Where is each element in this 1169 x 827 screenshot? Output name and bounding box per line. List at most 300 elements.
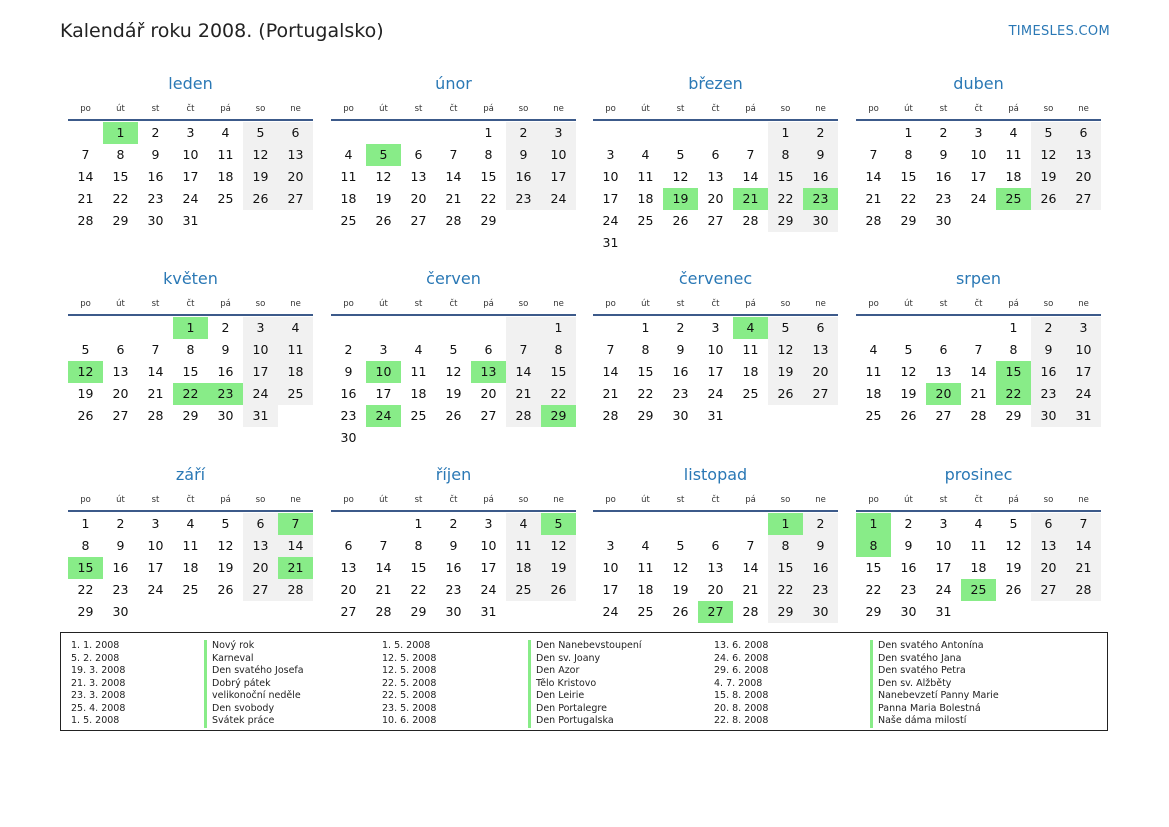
weekday-label: pá (745, 299, 756, 309)
header-rule (856, 510, 1101, 512)
day-cell: 9 (449, 538, 458, 553)
holiday-name: Svátek práce (212, 715, 275, 726)
week-row (331, 383, 576, 405)
holiday-date: 19. 3. 2008 (71, 665, 126, 676)
day-cell: 2 (803, 513, 838, 535)
day-cell: 12 (217, 538, 234, 553)
day-cell: 29 (410, 604, 427, 619)
day-cell: 11 (506, 535, 541, 557)
weekday-header (593, 490, 838, 510)
day-cell: 10 (970, 147, 987, 162)
weekday-label: pá (220, 104, 231, 114)
weekday-label: st (414, 299, 423, 309)
empty-cell (733, 122, 768, 144)
week-row (331, 166, 576, 188)
day-cell: 6 (711, 538, 720, 553)
empty-cell (208, 210, 243, 232)
empty-cell (243, 210, 278, 232)
weekday-label: so (255, 495, 266, 505)
day-cell: 24 (147, 582, 164, 597)
weekday-label: ne (553, 299, 564, 309)
weekday-label: ne (1078, 104, 1089, 114)
weekday-label: út (641, 495, 650, 505)
month-3 (593, 71, 838, 254)
day-cell: 11 (410, 364, 427, 379)
weekday-label: čt (186, 104, 195, 114)
header-rule (593, 510, 838, 512)
day-cell: 4 (641, 147, 650, 162)
day-cell: 8 (768, 144, 803, 166)
header-rule (331, 510, 576, 512)
day-cell: 26 (445, 408, 462, 423)
day-cell: 16 (445, 560, 462, 575)
day-cell: 24 (182, 191, 199, 206)
day-cell: 27 (707, 213, 724, 228)
day-cell: 20 (278, 166, 313, 188)
day-cell: 2 (221, 320, 230, 335)
header-rule (68, 314, 313, 316)
day-cell: 18 (182, 560, 199, 575)
weekday-label: pá (483, 299, 494, 309)
weekday-label: ne (815, 495, 826, 505)
day-cell: 29 (77, 604, 94, 619)
day-cell: 6 (1031, 513, 1066, 535)
empty-cell (1031, 210, 1066, 232)
day-cell: 4 (869, 342, 878, 357)
day-cell: 21 (970, 386, 987, 401)
day-cell: 4 (506, 513, 541, 535)
weekday-label: po (80, 104, 91, 114)
day-cell: 13 (471, 361, 506, 383)
week-row (856, 601, 1101, 623)
day-cell: 2 (1031, 317, 1066, 339)
holiday-name: Nový rok (212, 640, 255, 651)
day-cell: 21 (445, 191, 462, 206)
week-row (331, 317, 576, 339)
day-cell: 14 (1066, 535, 1101, 557)
day-cell: 15 (541, 361, 576, 383)
empty-cell (331, 122, 366, 144)
day-cell: 18 (340, 191, 357, 206)
day-cell: 22 (480, 191, 497, 206)
week-row (593, 601, 838, 623)
day-cell: 20 (243, 557, 278, 579)
day-cell: 3 (711, 320, 720, 335)
day-cell: 29 (112, 213, 129, 228)
day-cell: 1 (414, 516, 423, 531)
day-cell: 19 (541, 557, 576, 579)
day-cell: 23 (340, 408, 357, 423)
day-cell: 18 (865, 386, 882, 401)
day-cell: 9 (221, 342, 230, 357)
day-cell: 30 (803, 210, 838, 232)
weekday-label: ne (553, 495, 564, 505)
weekday-label: út (641, 104, 650, 114)
day-cell: 26 (77, 408, 94, 423)
day-cell: 11 (970, 538, 987, 553)
day-cell: 22 (768, 579, 803, 601)
day-cell: 22 (77, 582, 94, 597)
day-cell: 8 (641, 342, 650, 357)
week-row (593, 361, 838, 383)
day-cell: 29 (865, 604, 882, 619)
weekday-label: čt (711, 104, 720, 114)
weekday-label: út (379, 104, 388, 114)
empty-cell (856, 122, 891, 144)
weekday-header (331, 490, 576, 510)
day-cell: 27 (935, 408, 952, 423)
week-row (68, 188, 313, 210)
weekday-label: po (868, 299, 879, 309)
month-name: květen (163, 269, 218, 288)
day-cell: 26 (768, 383, 803, 405)
day-cell: 24 (602, 213, 619, 228)
day-cell: 5 (676, 147, 685, 162)
week-row (856, 166, 1101, 188)
weekday-label: so (1043, 495, 1054, 505)
month-10 (331, 462, 576, 623)
month-name: říjen (435, 465, 472, 484)
empty-cell (1031, 601, 1066, 623)
day-cell: 10 (602, 560, 619, 575)
weekday-label: st (151, 299, 160, 309)
day-cell: 19 (77, 386, 94, 401)
day-cell: 14 (278, 535, 313, 557)
day-cell: 10 (707, 342, 724, 357)
day-cell: 29 (768, 210, 803, 232)
day-cell: 26 (1005, 582, 1022, 597)
week-row (68, 513, 313, 535)
week-row (68, 601, 313, 623)
site-link[interactable]: TIMESLES.COM (1008, 24, 1110, 39)
weekday-label: čt (186, 299, 195, 309)
weekday-label: st (676, 104, 685, 114)
day-cell: 17 (375, 386, 392, 401)
header-rule (68, 119, 313, 121)
holiday-date: 29. 6. 2008 (714, 665, 769, 676)
weekday-label: čt (711, 299, 720, 309)
empty-cell (628, 232, 663, 254)
holiday-name: Den svatého Antonína (878, 640, 984, 651)
day-cell: 5 (243, 122, 278, 144)
month-12 (856, 462, 1101, 623)
holiday-date: 12. 5. 2008 (382, 652, 437, 664)
empty-cell (173, 601, 208, 623)
day-cell: 8 (856, 535, 891, 557)
day-cell: 17 (480, 560, 497, 575)
day-cell: 13 (1031, 535, 1066, 557)
day-cell: 31 (1066, 405, 1101, 427)
day-cell: 27 (410, 213, 427, 228)
day-cell: 12 (900, 364, 917, 379)
weekday-label: čt (974, 299, 983, 309)
day-cell: 10 (541, 144, 576, 166)
day-cell: 5 (768, 317, 803, 339)
day-cell: 30 (340, 430, 357, 445)
empty-cell (663, 122, 698, 144)
day-cell: 19 (900, 386, 917, 401)
day-cell: 20 (410, 191, 427, 206)
day-cell: 25 (637, 604, 654, 619)
day-cell: 29 (541, 405, 576, 427)
day-cell: 20 (1031, 557, 1066, 579)
day-cell: 12 (68, 361, 103, 383)
day-cell: 26 (672, 213, 689, 228)
day-cell: 28 (742, 604, 759, 619)
day-cell: 1 (768, 513, 803, 535)
holiday-date: 5. 2. 2008 (71, 652, 120, 664)
day-cell: 13 (243, 535, 278, 557)
day-cell: 25 (182, 582, 199, 597)
weekday-label: ne (1078, 299, 1089, 309)
day-cell: 1 (173, 317, 208, 339)
day-cell: 2 (803, 122, 838, 144)
day-cell: 23 (803, 579, 838, 601)
weekday-header (856, 294, 1101, 314)
empty-cell (436, 317, 471, 339)
day-cell: 14 (602, 364, 619, 379)
holiday-date: 23. 5. 2008 (382, 702, 437, 714)
weekday-header (68, 490, 313, 510)
month-2 (331, 71, 576, 232)
weekday-label: ne (553, 104, 564, 114)
day-cell: 14 (742, 560, 759, 575)
week-row (68, 557, 313, 579)
week-row (856, 405, 1101, 427)
week-row (331, 122, 576, 144)
week-row (331, 579, 576, 601)
day-cell: 21 (733, 188, 768, 210)
empty-cell (961, 601, 996, 623)
day-cell: 7 (449, 147, 458, 162)
day-cell: 15 (768, 166, 803, 188)
month-9 (68, 462, 313, 623)
day-cell: 26 (672, 604, 689, 619)
empty-cell (506, 317, 541, 339)
day-cell: 16 (147, 169, 164, 184)
day-cell: 31 (480, 604, 497, 619)
week-row (856, 317, 1101, 339)
week-row (856, 383, 1101, 405)
day-cell: 23 (935, 191, 952, 206)
day-cell: 25 (865, 408, 882, 423)
day-cell: 26 (541, 579, 576, 601)
day-cell: 28 (375, 604, 392, 619)
day-cell: 27 (1031, 579, 1066, 601)
day-cell: 20 (707, 191, 724, 206)
empty-cell (961, 317, 996, 339)
day-cell: 23 (803, 188, 838, 210)
day-cell: 31 (935, 604, 952, 619)
week-row (593, 405, 838, 427)
day-cell: 16 (803, 166, 838, 188)
weekday-label: út (904, 104, 913, 114)
empty-cell (803, 232, 838, 254)
day-cell: 6 (1066, 122, 1101, 144)
day-cell: 30 (112, 604, 129, 619)
weekday-label: pá (745, 495, 756, 505)
day-cell: 6 (803, 317, 838, 339)
day-cell: 3 (151, 516, 160, 531)
holiday-name: Den svobody (212, 702, 275, 714)
day-cell: 9 (151, 147, 160, 162)
day-cell: 2 (151, 125, 160, 140)
weekday-label: čt (711, 495, 720, 505)
day-cell: 13 (803, 339, 838, 361)
day-cell: 13 (935, 364, 952, 379)
day-cell: 20 (926, 383, 961, 405)
weekday-label: pá (745, 104, 756, 114)
day-cell: 4 (1009, 125, 1018, 140)
day-cell: 1 (904, 125, 913, 140)
holiday-name: Tělo Kristovo (536, 677, 597, 689)
day-cell: 30 (1031, 405, 1066, 427)
week-row (68, 579, 313, 601)
week-row (593, 513, 838, 535)
month-name: únor (435, 74, 472, 93)
day-cell: 29 (182, 408, 199, 423)
day-cell: 22 (541, 383, 576, 405)
day-cell: 26 (375, 213, 392, 228)
weekday-header (856, 99, 1101, 119)
day-cell: 12 (672, 560, 689, 575)
day-cell: 21 (602, 386, 619, 401)
day-cell: 3 (541, 122, 576, 144)
weekday-label: so (518, 299, 529, 309)
day-cell: 13 (112, 364, 129, 379)
day-cell: 15 (900, 169, 917, 184)
day-cell: 16 (935, 169, 952, 184)
day-cell: 11 (865, 364, 882, 379)
day-cell: 18 (970, 560, 987, 575)
day-cell: 24 (602, 604, 619, 619)
day-cell: 4 (733, 317, 768, 339)
day-cell: 22 (637, 386, 654, 401)
weekday-label: čt (974, 104, 983, 114)
day-cell: 19 (663, 188, 698, 210)
weekday-label: st (939, 104, 948, 114)
day-cell: 16 (900, 560, 917, 575)
month-1 (68, 71, 313, 232)
holiday-name: Karneval (212, 652, 254, 664)
day-cell: 14 (742, 169, 759, 184)
month-name: září (175, 465, 206, 484)
day-cell: 19 (217, 560, 234, 575)
day-cell: 29 (768, 601, 803, 623)
weekday-label: út (116, 104, 125, 114)
day-cell: 9 (803, 535, 838, 557)
holiday-name: Den Portugalska (536, 715, 614, 726)
day-cell: 22 (768, 188, 803, 210)
weekday-label: so (255, 104, 266, 114)
day-cell: 12 (541, 535, 576, 557)
day-cell: 6 (711, 147, 720, 162)
week-row (68, 383, 313, 405)
day-cell: 28 (506, 405, 541, 427)
weekday-label: ne (815, 104, 826, 114)
day-cell: 16 (1031, 361, 1066, 383)
page-title: Kalendář roku 2008. (Portugalsko) (60, 20, 384, 42)
weekday-label: st (414, 104, 423, 114)
weekday-label: st (676, 299, 685, 309)
day-cell: 7 (506, 339, 541, 361)
empty-cell (471, 427, 506, 449)
day-cell: 11 (742, 342, 759, 357)
week-row (68, 122, 313, 144)
week-row (593, 232, 838, 254)
weekday-label: po (80, 299, 91, 309)
empty-cell (733, 513, 768, 535)
day-cell: 17 (602, 191, 619, 206)
week-row (856, 579, 1101, 601)
day-cell: 30 (217, 408, 234, 423)
weekday-header (856, 490, 1101, 510)
empty-cell (506, 601, 541, 623)
weekday-header (593, 99, 838, 119)
empty-cell (1066, 601, 1101, 623)
week-row (856, 188, 1101, 210)
weekday-label: so (518, 104, 529, 114)
weekday-label: pá (483, 495, 494, 505)
weekday-label: so (780, 299, 791, 309)
day-cell: 20 (340, 582, 357, 597)
empty-cell (436, 122, 471, 144)
week-row (68, 405, 313, 427)
weekday-label: čt (449, 104, 458, 114)
weekday-label: út (641, 299, 650, 309)
day-cell: 4 (278, 317, 313, 339)
day-cell: 17 (1066, 361, 1101, 383)
day-cell: 4 (344, 147, 353, 162)
holiday-names-column (204, 640, 304, 728)
week-row (593, 339, 838, 361)
day-cell: 17 (935, 560, 952, 575)
empty-cell (68, 122, 103, 144)
holiday-name: Den Leirie (536, 690, 585, 701)
day-cell: 25 (410, 408, 427, 423)
weekday-label: po (343, 299, 354, 309)
day-cell: 9 (1031, 339, 1066, 361)
day-cell: 25 (278, 383, 313, 405)
week-row (331, 144, 576, 166)
day-cell: 7 (606, 342, 615, 357)
empty-cell (401, 427, 436, 449)
weekday-label: út (904, 495, 913, 505)
day-cell: 22 (112, 191, 129, 206)
day-cell: 24 (366, 405, 401, 427)
weekday-label: so (780, 104, 791, 114)
day-cell: 12 (672, 169, 689, 184)
weekday-header (331, 99, 576, 119)
week-row (68, 144, 313, 166)
day-cell: 14 (445, 169, 462, 184)
day-cell: 30 (672, 408, 689, 423)
day-cell: 10 (147, 538, 164, 553)
week-row (331, 405, 576, 427)
day-cell: 19 (1031, 166, 1066, 188)
day-cell: 27 (278, 188, 313, 210)
day-cell: 12 (768, 339, 803, 361)
day-cell: 11 (637, 169, 654, 184)
weekday-label: ne (1078, 495, 1089, 505)
day-cell: 15 (865, 560, 882, 575)
day-cell: 17 (182, 169, 199, 184)
day-cell: 28 (147, 408, 164, 423)
week-row (593, 144, 838, 166)
day-cell: 22 (410, 582, 427, 597)
day-cell: 13 (410, 169, 427, 184)
day-cell: 16 (112, 560, 129, 575)
